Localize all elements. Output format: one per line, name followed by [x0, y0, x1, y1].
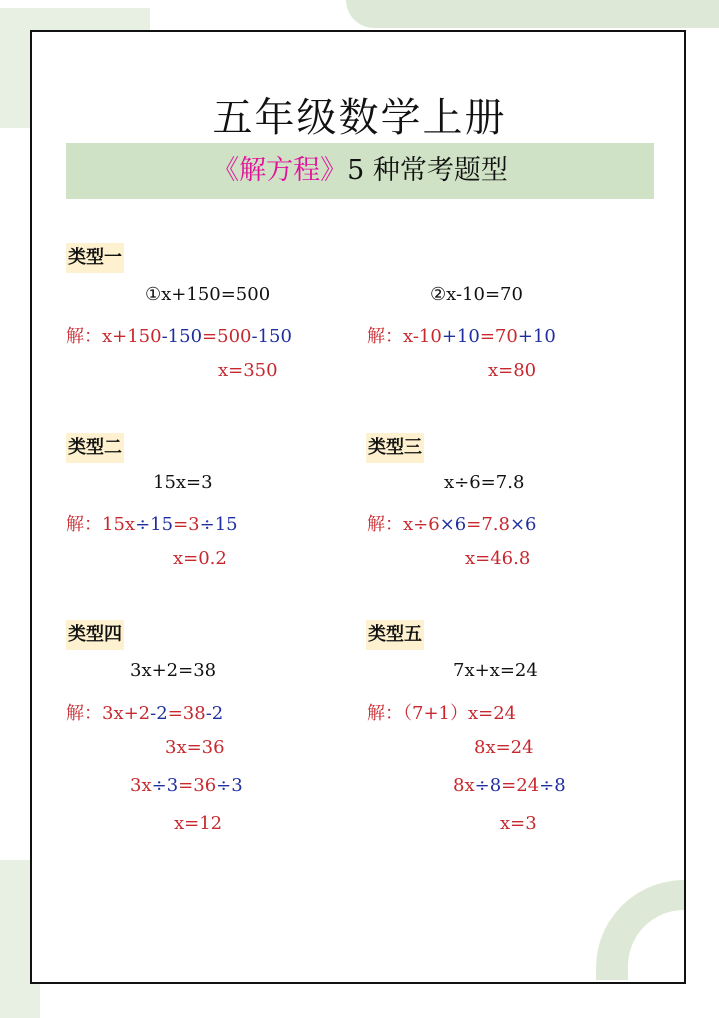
section-label-type4: 类型四 — [66, 620, 124, 650]
term: -2 — [150, 703, 168, 724]
equation-4: 3x+2=38 — [130, 660, 217, 681]
section-label-type5: 类型五 — [366, 620, 424, 650]
solution-5-line3 — [453, 775, 566, 796]
section-label-type3: 类型三 — [366, 433, 424, 463]
subtitle-highlight: 《解方程》 — [212, 155, 348, 186]
solution-1a-line1 — [66, 322, 292, 348]
equation-3: x÷6=7.8 — [444, 472, 525, 493]
jie-label: 解： — [367, 703, 403, 724]
answer-1b: x=80 — [488, 360, 537, 381]
term: ×6 — [439, 514, 467, 535]
term: x-10 — [403, 326, 442, 347]
jie-label: 解： — [367, 514, 403, 535]
solution-4-line1 — [66, 699, 223, 725]
term: ÷8 — [474, 775, 502, 796]
term: 3x — [130, 775, 152, 796]
equation-1a: ①x+150=500 — [145, 284, 271, 305]
term: ÷15 — [135, 514, 174, 535]
solution-3-line1 — [367, 510, 537, 536]
term: ÷3 — [151, 775, 179, 796]
bg-decoration-top-right — [346, 0, 719, 28]
answer-3: x=46.8 — [465, 548, 531, 569]
term: =70 — [479, 326, 518, 347]
answer-4: x=12 — [174, 813, 223, 834]
term: ÷15 — [199, 514, 238, 535]
term: 3x+2 — [102, 703, 151, 724]
term: -150 — [251, 326, 292, 347]
answer-5: x=3 — [500, 813, 537, 834]
term: +10 — [517, 326, 556, 347]
term: =500 — [202, 326, 252, 347]
term: （7+1）x=24 — [403, 703, 517, 724]
term: -2 — [205, 703, 224, 724]
jie-label: 解： — [66, 703, 102, 724]
jie-label: 解： — [66, 514, 102, 535]
page-title: 五年级数学上册 — [212, 95, 507, 141]
solution-2-line1 — [66, 510, 238, 536]
term: =3 — [173, 514, 200, 535]
term: -150 — [161, 326, 203, 347]
section-label-type1: 类型一 — [66, 243, 124, 273]
jie-label: 解： — [367, 326, 403, 347]
term: 15x — [102, 514, 136, 535]
solution-5-line2: 8x=24 — [474, 737, 534, 758]
term: =24 — [501, 775, 540, 796]
solution-1b-line1 — [367, 322, 556, 348]
term: =7.8 — [466, 514, 510, 535]
jie-label: 解： — [66, 326, 102, 347]
section-label-type2: 类型二 — [66, 433, 124, 463]
equation-5: 7x+x=24 — [453, 660, 538, 681]
term: 8x — [453, 775, 475, 796]
solution-5-line1 — [367, 699, 516, 725]
term: x÷6 — [403, 514, 440, 535]
term: ÷8 — [539, 775, 566, 796]
answer-1a: x=350 — [218, 360, 278, 381]
term: =36 — [178, 775, 217, 796]
term: ×6 — [509, 514, 537, 535]
term: =38 — [167, 703, 206, 724]
solution-4-line3 — [130, 775, 243, 796]
subtitle-rest: 5 种常考题型 — [347, 155, 508, 186]
answer-2: x=0.2 — [173, 548, 227, 569]
subtitle-banner — [66, 143, 654, 199]
term: ÷3 — [216, 775, 243, 796]
equation-2: 15x=3 — [153, 472, 213, 493]
term: x+150 — [102, 326, 162, 347]
equation-1b: ②x-10=70 — [430, 284, 523, 305]
term: +10 — [441, 326, 480, 347]
solution-4-line2: 3x=36 — [165, 737, 225, 758]
